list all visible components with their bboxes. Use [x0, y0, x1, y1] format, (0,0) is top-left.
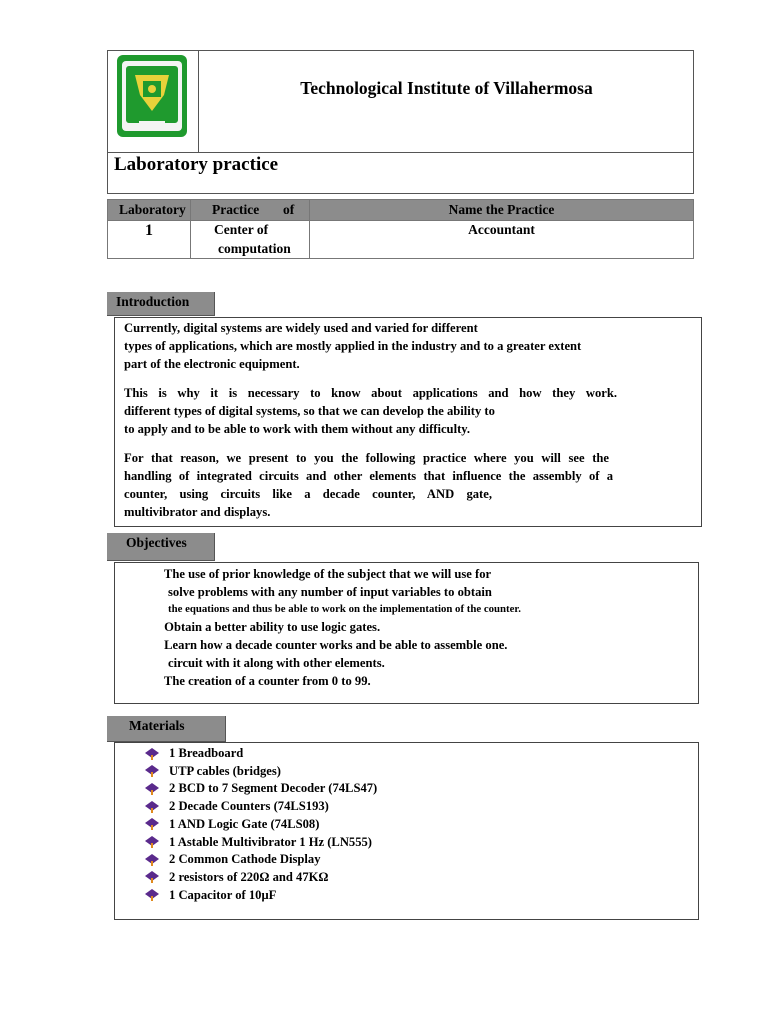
institute-logo [117, 55, 187, 137]
logo-cell [107, 50, 199, 153]
objective-item-3: Learn how a decade counter works and be able to assemble one. [164, 638, 508, 652]
arrow-bullet-icon [145, 783, 159, 795]
arrow-bullet-icon [145, 765, 159, 777]
materials-tab [107, 716, 226, 742]
objective-item-1: The use of prior knowledge of the subject that we will use for [163, 567, 492, 581]
objective-item-3-line2: circuit with it along with other elements. [168, 656, 385, 670]
material-item [145, 799, 329, 814]
intro-p3-line3: counter, using circuits like a decade counter, AND gate, [124, 487, 492, 501]
objectives-label: Objectives [126, 535, 187, 550]
arrow-bullet-icon [145, 818, 159, 830]
arrow-bullet-icon [145, 871, 159, 883]
intro-p1-line3: part of the electronic equipment. [124, 357, 300, 371]
introduction-label: Introduction [116, 294, 190, 309]
intro-p3-line1: For that reason, we present to you the following practice where you will see the [124, 451, 609, 465]
material-item [145, 746, 243, 761]
material-item-label: 1 Breadboard [169, 746, 244, 760]
col-header-laboratory: Laboratory [119, 202, 186, 217]
intro-p3-line2: handling of integrated circuits and other elements that influence the assembly of a [124, 469, 613, 483]
material-item [145, 888, 276, 903]
material-item-label: 2 BCD to 7 Segment Decoder (74LS47) [169, 781, 378, 796]
arrow-bullet-icon [145, 889, 159, 901]
objective-item-2: Obtain a better ability to use logic gates. [164, 620, 381, 634]
objectives-panel [114, 562, 699, 704]
col-header-of: of [283, 202, 295, 217]
material-item-label: 2 resistors of 220Ω and 47KΩ [169, 869, 329, 884]
practice-name-value: Accountant [468, 222, 535, 237]
practice-value-line1: Center of [214, 222, 269, 237]
materials-panel [114, 742, 699, 920]
objective-item-1-line3: the equations and thus be able to work on the implementation of the counter. [168, 603, 521, 615]
material-item-label: 2 Decade Counters (74LS193) [169, 799, 329, 814]
material-item-label: 2 Common Cathode Display [169, 852, 321, 867]
objective-item-4: The creation of a counter from 0 to 99. [163, 674, 371, 688]
material-item [145, 852, 321, 867]
arrow-bullet-icon [145, 748, 159, 760]
col-header-name: Name the Practice [448, 202, 555, 217]
lab-number: 1 [145, 222, 153, 239]
col-header-practice: Practice [212, 202, 260, 217]
practice-value-line2: computation [218, 241, 291, 256]
material-item [145, 817, 319, 832]
arrow-bullet-icon [145, 854, 159, 866]
intro-p3-line4: multivibrator and displays. [124, 505, 271, 519]
intro-p2-line2: different types of digital systems, so that we can develop the ability to [124, 404, 495, 418]
material-item [145, 781, 377, 796]
material-item-label: 1 Capacitor of 10μF [169, 887, 277, 902]
objective-item-1-line2: solve problems with any number of input variables to obtain [168, 585, 492, 599]
objectives-tab [107, 533, 215, 561]
arrow-bullet-icon [145, 801, 159, 813]
introduction-panel [114, 317, 702, 527]
info-table [107, 199, 694, 259]
material-item [145, 764, 281, 779]
material-item [145, 835, 372, 850]
arrow-bullet-icon [145, 836, 159, 848]
material-item-label: 1 Astable Multivibrator 1 Hz (LN555) [169, 834, 372, 849]
material-item-label: UTP cables (bridges) [169, 763, 281, 778]
lab-practice-title: Laboratory practice [114, 154, 279, 175]
institute-title: Technological Institute of Villahermosa [300, 78, 593, 98]
intro-p2-line3: to apply and to be able to work with them without any difficulty. [124, 422, 471, 436]
materials-label: Materials [129, 718, 185, 733]
material-item-label: 1 AND Logic Gate (74LS08) [169, 816, 320, 831]
intro-p2-line1: This is why it is necessary to know about applications and how they work. [124, 386, 617, 400]
introduction-tab [107, 292, 215, 316]
intro-p1-line1: Currently, digital systems are widely used and varied for different [124, 321, 478, 335]
material-item [145, 870, 329, 885]
intro-p1-line2: types of applications, which are mostly applied in the industry and to a greater extent [124, 339, 582, 353]
